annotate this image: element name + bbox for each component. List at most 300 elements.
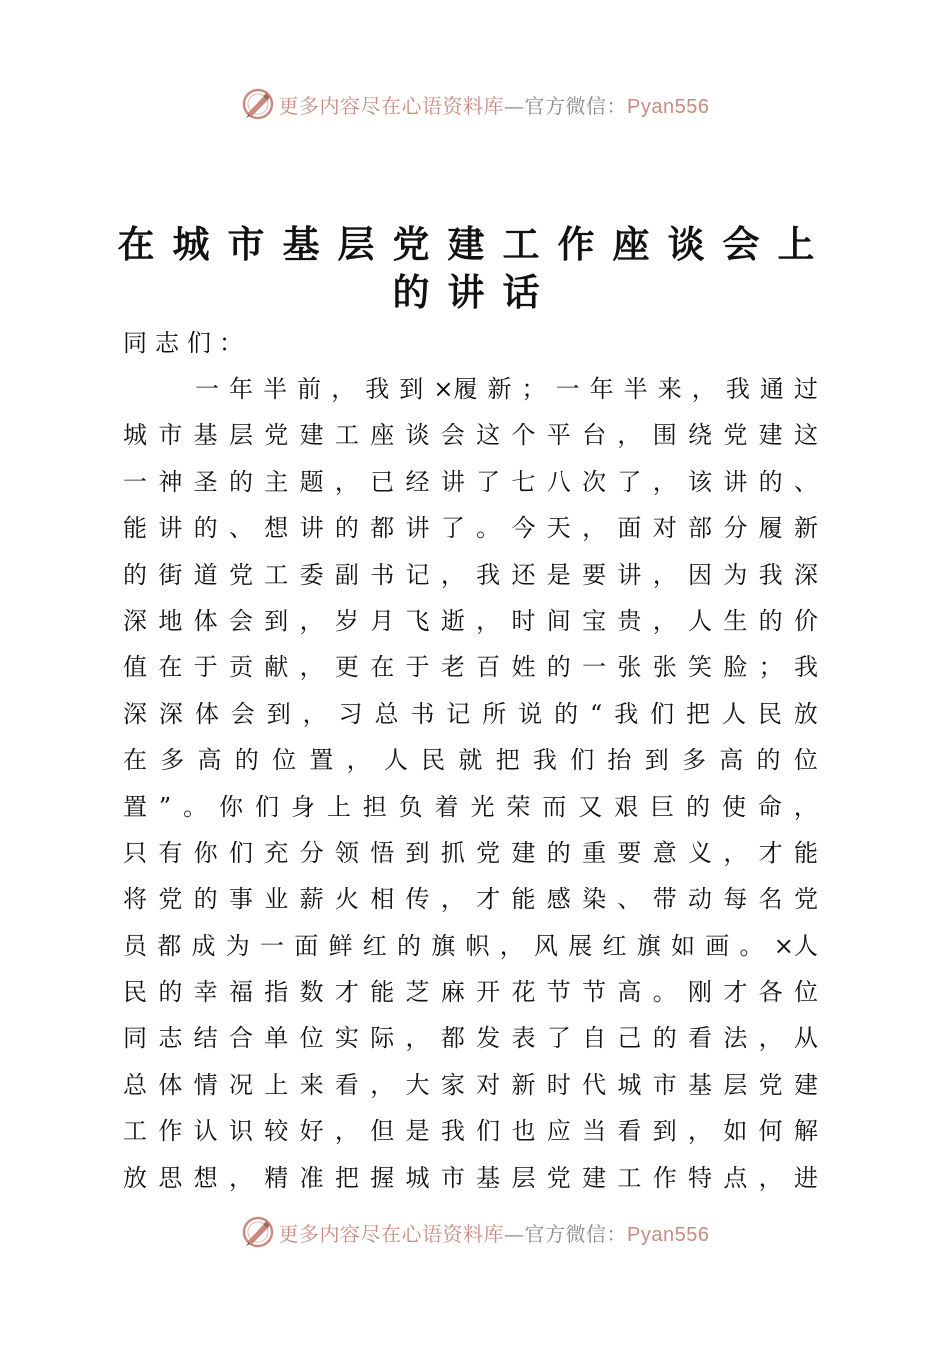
glyph: 的 bbox=[546, 838, 571, 867]
glyph: 党 bbox=[723, 421, 748, 450]
glyph: 红 bbox=[362, 931, 387, 960]
glyph: 过 bbox=[793, 375, 818, 403]
glyph: 体 bbox=[194, 699, 219, 728]
page-title bbox=[110, 220, 840, 316]
glyph: 数 bbox=[299, 978, 324, 1007]
glyph: 讲 bbox=[299, 514, 324, 543]
glyph: 来 bbox=[299, 1070, 324, 1099]
glyph: 了 bbox=[546, 1024, 571, 1053]
glyph: 际 bbox=[370, 1024, 395, 1053]
glyph: 建 bbox=[793, 1070, 818, 1099]
glyph: 会 bbox=[228, 606, 253, 635]
glyph: 认 bbox=[193, 1117, 218, 1146]
glyph: 党 bbox=[264, 421, 289, 450]
glyph: 八 bbox=[546, 467, 571, 496]
glyph: 们 bbox=[650, 699, 675, 728]
glyph: 一 bbox=[582, 653, 607, 682]
glyph: 到 bbox=[266, 699, 291, 728]
glyph: 传 bbox=[405, 885, 430, 914]
glyph: 党 bbox=[158, 885, 183, 914]
glyph: 画 bbox=[705, 931, 730, 960]
glyph: 发 bbox=[476, 1024, 501, 1053]
glyph: ， bbox=[299, 606, 324, 635]
glyph: 多 bbox=[681, 746, 706, 775]
glyph: 何 bbox=[758, 1117, 783, 1146]
glyph: 位 bbox=[793, 978, 818, 1007]
glyph: 动 bbox=[688, 885, 712, 914]
glyph: 能 bbox=[511, 885, 536, 914]
glyph: 工 bbox=[264, 560, 289, 589]
glyph: 看 bbox=[334, 1070, 359, 1099]
header-watermark bbox=[0, 84, 950, 124]
glyph: 题 bbox=[299, 467, 324, 496]
glyph: 法 bbox=[723, 1024, 748, 1053]
glyph: 讲 bbox=[405, 514, 430, 543]
glyph: 的 bbox=[758, 606, 783, 635]
glyph: ， bbox=[228, 1163, 253, 1192]
glyph: 点 bbox=[723, 1163, 748, 1192]
glyph: 担 bbox=[362, 792, 387, 821]
glyph: ， bbox=[440, 885, 465, 914]
glyph: 部 bbox=[688, 514, 712, 543]
glyph: 重 bbox=[582, 838, 607, 867]
glyph: 、 bbox=[228, 514, 253, 543]
glyph: 麻 bbox=[440, 978, 465, 1007]
glyph: 工 bbox=[617, 1163, 642, 1192]
glyph: 深 bbox=[123, 606, 147, 635]
glyph: 对 bbox=[476, 1070, 501, 1099]
paragraph bbox=[123, 366, 823, 1201]
glyph: 工 bbox=[123, 1117, 147, 1146]
glyph: 而 bbox=[542, 792, 567, 821]
glyph: ， bbox=[691, 375, 716, 403]
text-line bbox=[123, 412, 818, 458]
glyph: 才 bbox=[758, 838, 783, 867]
glyph: 我 bbox=[793, 653, 818, 682]
glyph: ， bbox=[334, 467, 359, 496]
glyph: 较 bbox=[264, 1117, 289, 1146]
glyph: 我 bbox=[440, 1117, 465, 1146]
glyph: 今 bbox=[511, 514, 536, 543]
glyph: 只 bbox=[123, 838, 147, 867]
glyph: ， bbox=[299, 653, 324, 682]
glyph: 如 bbox=[671, 931, 695, 960]
glyph: 建 bbox=[758, 421, 783, 450]
glyph: 我 bbox=[365, 375, 390, 403]
glyph: 想 bbox=[264, 514, 289, 543]
glyph: 一 bbox=[123, 467, 147, 496]
glyph: 台 bbox=[582, 421, 607, 450]
glyph: 书 bbox=[370, 560, 395, 589]
glyph: 看 bbox=[617, 1117, 642, 1146]
glyph: 领 bbox=[334, 838, 359, 867]
text-line bbox=[123, 969, 818, 1015]
glyph: 抬 bbox=[607, 746, 632, 775]
glyph: 置 bbox=[309, 746, 334, 775]
text-line bbox=[123, 459, 818, 505]
text-line bbox=[123, 923, 818, 969]
glyph: 献 bbox=[264, 653, 289, 682]
glyph: 的 bbox=[234, 746, 259, 775]
glyph: 的 bbox=[397, 931, 421, 960]
glyph: 鲜 bbox=[328, 931, 353, 960]
glyph: 记 bbox=[446, 699, 471, 728]
glyph: 绕 bbox=[688, 421, 712, 450]
glyph: 在 bbox=[370, 653, 395, 682]
glyph: 好 bbox=[299, 1117, 324, 1146]
glyph: 到 bbox=[405, 838, 430, 867]
glyph: 意 bbox=[652, 838, 677, 867]
glyph: 所 bbox=[482, 699, 507, 728]
glyph: 一 bbox=[195, 375, 219, 403]
glyph: ， bbox=[302, 699, 327, 728]
glyph: 面 bbox=[617, 514, 642, 543]
glyph: 位 bbox=[299, 1024, 324, 1053]
glyph: 义 bbox=[688, 838, 712, 867]
glyph: 党 bbox=[546, 1163, 571, 1192]
glyph: 为 bbox=[723, 560, 748, 589]
glyph: 节 bbox=[546, 978, 571, 1007]
glyph: ×履 bbox=[433, 375, 478, 403]
glyph: 我 bbox=[614, 699, 639, 728]
watermark-sub-text: —官方微信： bbox=[504, 93, 628, 118]
text-line bbox=[123, 505, 818, 551]
glyph: 们 bbox=[476, 1117, 501, 1146]
glyph: 。 bbox=[476, 514, 501, 543]
glyph: 都 bbox=[157, 931, 182, 960]
glyph: 、 bbox=[617, 885, 642, 914]
glyph: 习 bbox=[338, 699, 363, 728]
glyph: 的 bbox=[228, 467, 253, 496]
glyph: 都 bbox=[440, 1024, 465, 1053]
glyph: 代 bbox=[582, 1070, 607, 1099]
glyph: 市 bbox=[440, 1163, 465, 1192]
text-line bbox=[123, 366, 818, 412]
glyph: 风 bbox=[534, 931, 558, 960]
glyph: 个 bbox=[511, 421, 536, 450]
glyph: 身 bbox=[290, 792, 315, 821]
glyph: “ bbox=[589, 699, 603, 728]
glyph: 围 bbox=[652, 421, 677, 450]
glyph: 新 bbox=[511, 1070, 536, 1099]
glyph: 市 bbox=[652, 1070, 677, 1099]
glyph: ， bbox=[582, 514, 607, 543]
glyph: 还 bbox=[511, 560, 536, 589]
glyph: 逝 bbox=[440, 606, 465, 635]
glyph: 在 bbox=[123, 746, 147, 775]
glyph: 贡 bbox=[228, 653, 253, 682]
glyph: 的 bbox=[756, 746, 781, 775]
glyph: 百 bbox=[476, 653, 501, 682]
glyph: 面 bbox=[294, 931, 319, 960]
text-line bbox=[123, 1015, 818, 1061]
glyph: 能 bbox=[793, 838, 818, 867]
glyph: 了 bbox=[617, 467, 642, 496]
glyph: 这 bbox=[476, 421, 501, 450]
glyph: 你 bbox=[219, 792, 244, 821]
glyph: 要 bbox=[582, 560, 607, 589]
glyph: 们 bbox=[228, 838, 253, 867]
glyph: 圣 bbox=[193, 467, 218, 496]
glyph: 是 bbox=[546, 560, 571, 589]
glyph: 到 bbox=[652, 1117, 677, 1146]
glyph: 抓 bbox=[440, 838, 465, 867]
glyph: 工 bbox=[334, 421, 359, 450]
glyph: 的 bbox=[334, 514, 359, 543]
glyph: 笑 bbox=[688, 653, 712, 682]
glyph: 放 bbox=[793, 699, 818, 728]
glyph: 到 bbox=[644, 746, 669, 775]
glyph: 通 bbox=[759, 375, 784, 403]
text-line bbox=[123, 598, 818, 644]
glyph: 时 bbox=[546, 1070, 571, 1099]
glyph: 、 bbox=[793, 467, 818, 496]
glyph: 。 bbox=[739, 931, 764, 960]
glyph: 将 bbox=[123, 885, 147, 914]
glyph: 看 bbox=[688, 1024, 712, 1053]
glyph: 深 bbox=[123, 699, 147, 728]
glyph: ， bbox=[758, 1163, 783, 1192]
glyph: 思 bbox=[158, 1163, 183, 1192]
glyph: 开 bbox=[476, 978, 501, 1007]
glyph: 街 bbox=[158, 560, 183, 589]
glyph: 的 bbox=[158, 978, 183, 1007]
glyph: 分 bbox=[299, 838, 324, 867]
glyph: 特 bbox=[688, 1163, 712, 1192]
pen-nib-logo-icon bbox=[241, 1215, 275, 1249]
glyph: 置 bbox=[123, 792, 147, 821]
glyph: 值 bbox=[123, 653, 147, 682]
glyph: 间 bbox=[546, 606, 571, 635]
text-line bbox=[123, 1108, 818, 1154]
glyph: 也 bbox=[511, 1117, 536, 1146]
glyph: 上 bbox=[264, 1070, 289, 1099]
glyph: 我 bbox=[532, 746, 557, 775]
glyph: 展 bbox=[568, 931, 593, 960]
glyph: 各 bbox=[758, 978, 783, 1007]
glyph: 在 bbox=[158, 653, 183, 682]
watermark-id-text: Pyan556 bbox=[627, 1223, 710, 1246]
glyph: 来 bbox=[657, 375, 682, 403]
glyph: 天 bbox=[546, 514, 571, 543]
glyph: 家 bbox=[440, 1070, 465, 1099]
glyph: 讲 bbox=[440, 467, 465, 496]
glyph: 宝 bbox=[582, 606, 607, 635]
glyph: 这 bbox=[793, 421, 818, 450]
title-line: 的讲话 bbox=[392, 270, 558, 314]
glyph: 建 bbox=[582, 1163, 607, 1192]
glyph: ； bbox=[521, 375, 546, 403]
glyph: 一 bbox=[260, 931, 284, 960]
glyph: 会 bbox=[440, 421, 465, 450]
glyph: 讲 bbox=[723, 467, 748, 496]
glyph: 带 bbox=[652, 885, 677, 914]
glyph: 你 bbox=[193, 838, 218, 867]
watermark-main-text: 更多内容尽在心语资料库 bbox=[278, 1221, 505, 1246]
glyph: 次 bbox=[582, 467, 607, 496]
glyph: 已 bbox=[370, 467, 395, 496]
glyph: 时 bbox=[511, 606, 536, 635]
glyph: 七 bbox=[511, 467, 536, 496]
glyph: 又 bbox=[578, 792, 603, 821]
watermark-text bbox=[279, 90, 710, 119]
glyph: 书 bbox=[410, 699, 435, 728]
glyph: 谈 bbox=[405, 421, 430, 450]
glyph: 作 bbox=[158, 1117, 183, 1146]
glyph: 党 bbox=[476, 838, 501, 867]
glyph: 年 bbox=[229, 375, 254, 403]
glyph: 基 bbox=[476, 1163, 501, 1192]
glyph: 贵 bbox=[617, 606, 642, 635]
glyph: 月 bbox=[370, 606, 395, 635]
glyph: 合 bbox=[228, 1024, 253, 1053]
glyph: 精 bbox=[264, 1163, 289, 1192]
glyph: 旗 bbox=[431, 931, 456, 960]
glyph: 一 bbox=[555, 375, 580, 403]
glyph: 神 bbox=[158, 467, 183, 496]
glyph: 感 bbox=[546, 885, 571, 914]
glyph: 红 bbox=[602, 931, 627, 960]
glyph: 高 bbox=[719, 746, 744, 775]
glyph: 层 bbox=[723, 1070, 748, 1099]
watermark-text bbox=[279, 1218, 710, 1247]
text-line bbox=[123, 830, 818, 876]
glyph: 进 bbox=[793, 1163, 818, 1192]
glyph: 因 bbox=[688, 560, 712, 589]
glyph: 表 bbox=[511, 1024, 536, 1053]
glyph: 放 bbox=[123, 1163, 147, 1192]
glyph: ， bbox=[440, 560, 465, 589]
glyph: 。 bbox=[652, 978, 677, 1007]
glyph: 副 bbox=[334, 560, 359, 589]
glyph: 体 bbox=[193, 606, 218, 635]
glyph: 建 bbox=[511, 838, 536, 867]
glyph: 艰 bbox=[614, 792, 639, 821]
glyph: 到 bbox=[399, 375, 424, 403]
glyph: 我 bbox=[758, 560, 783, 589]
glyph: 于 bbox=[405, 653, 430, 682]
glyph: 业 bbox=[264, 885, 289, 914]
glyph: 名 bbox=[758, 885, 783, 914]
glyph: 人 bbox=[721, 699, 746, 728]
glyph: 半 bbox=[263, 375, 288, 403]
glyph: 节 bbox=[582, 978, 607, 1007]
glyph: 半 bbox=[623, 375, 648, 403]
glyph: 志 bbox=[158, 1024, 183, 1053]
text-line bbox=[123, 552, 818, 598]
glyph: 建 bbox=[299, 421, 324, 450]
glyph: 花 bbox=[511, 978, 536, 1007]
glyph: 自 bbox=[582, 1024, 607, 1053]
glyph: ； bbox=[758, 653, 783, 682]
glyph: 委 bbox=[299, 560, 324, 589]
glyph: 前 bbox=[297, 375, 322, 403]
glyph: 人 bbox=[688, 606, 712, 635]
glyph: 解 bbox=[793, 1117, 818, 1146]
glyph: 准 bbox=[299, 1163, 324, 1192]
glyph: 更 bbox=[334, 653, 359, 682]
glyph: 如 bbox=[723, 1117, 748, 1146]
glyph: 为 bbox=[225, 931, 250, 960]
glyph: 刚 bbox=[688, 978, 712, 1007]
glyph: 基 bbox=[688, 1070, 712, 1099]
glyph: 大 bbox=[405, 1070, 430, 1099]
glyph: 讲 bbox=[617, 560, 642, 589]
glyph: 老 bbox=[440, 653, 465, 682]
title-line: 在城市基层党建工作座谈会上 bbox=[117, 222, 833, 266]
glyph: 地 bbox=[158, 606, 183, 635]
glyph: 巨 bbox=[650, 792, 675, 821]
glyph: 岁 bbox=[334, 606, 359, 635]
glyph: 生 bbox=[723, 606, 748, 635]
glyph: ， bbox=[652, 560, 677, 589]
glyph: 单 bbox=[264, 1024, 289, 1053]
glyph: 飞 bbox=[405, 606, 430, 635]
glyph: 同 bbox=[123, 1024, 147, 1053]
glyph: 们 bbox=[570, 746, 595, 775]
glyph: 有 bbox=[158, 838, 183, 867]
glyph: 把 bbox=[334, 1163, 359, 1192]
glyph: 帜 bbox=[465, 931, 490, 960]
glyph: 于 bbox=[193, 653, 218, 682]
glyph: 们 bbox=[254, 792, 279, 821]
glyph: 城 bbox=[405, 1163, 430, 1192]
glyph: 张 bbox=[617, 653, 642, 682]
glyph: 张 bbox=[652, 653, 677, 682]
glyph: 能 bbox=[370, 978, 395, 1007]
text-line bbox=[123, 737, 818, 783]
glyph: 姓 bbox=[511, 653, 536, 682]
glyph: 体 bbox=[158, 1070, 183, 1099]
glyph: 会 bbox=[230, 699, 255, 728]
glyph: 脸 bbox=[723, 653, 748, 682]
glyph: 记 bbox=[405, 560, 430, 589]
glyph: 事 bbox=[228, 885, 253, 914]
glyph: 的 bbox=[193, 514, 218, 543]
glyph: 充 bbox=[264, 838, 289, 867]
glyph: 把 bbox=[495, 746, 520, 775]
glyph: 幸 bbox=[193, 978, 218, 1007]
glyph: 识 bbox=[228, 1117, 253, 1146]
glyph: 上 bbox=[326, 792, 351, 821]
glyph: ， bbox=[723, 838, 748, 867]
glyph: 。 bbox=[183, 792, 208, 821]
glyph: 想 bbox=[193, 1163, 218, 1192]
glyph: 了 bbox=[476, 467, 501, 496]
text-line bbox=[123, 784, 818, 830]
glyph: 从 bbox=[793, 1024, 818, 1053]
glyph: 情 bbox=[193, 1070, 218, 1099]
glyph: ， bbox=[688, 1117, 712, 1146]
glyph: 民 bbox=[757, 699, 782, 728]
glyph: 的 bbox=[123, 560, 147, 589]
glyph: ， bbox=[758, 1024, 783, 1053]
watermark-id-text: Pyan556 bbox=[627, 95, 710, 118]
glyph: 高 bbox=[197, 746, 222, 775]
pen-nib-logo-icon bbox=[241, 87, 275, 121]
glyph: ， bbox=[346, 746, 371, 775]
glyph: 荣 bbox=[506, 792, 531, 821]
watermark-sub-text: —官方微信： bbox=[504, 1221, 628, 1246]
glyph: 使 bbox=[721, 792, 746, 821]
glyph: 位 bbox=[793, 746, 818, 775]
glyph: 我 bbox=[476, 560, 501, 589]
glyph: 相 bbox=[370, 885, 395, 914]
glyph: ， bbox=[617, 421, 642, 450]
text-line bbox=[123, 644, 818, 690]
glyph: 新 bbox=[487, 375, 512, 403]
glyph: 能 bbox=[123, 514, 147, 543]
